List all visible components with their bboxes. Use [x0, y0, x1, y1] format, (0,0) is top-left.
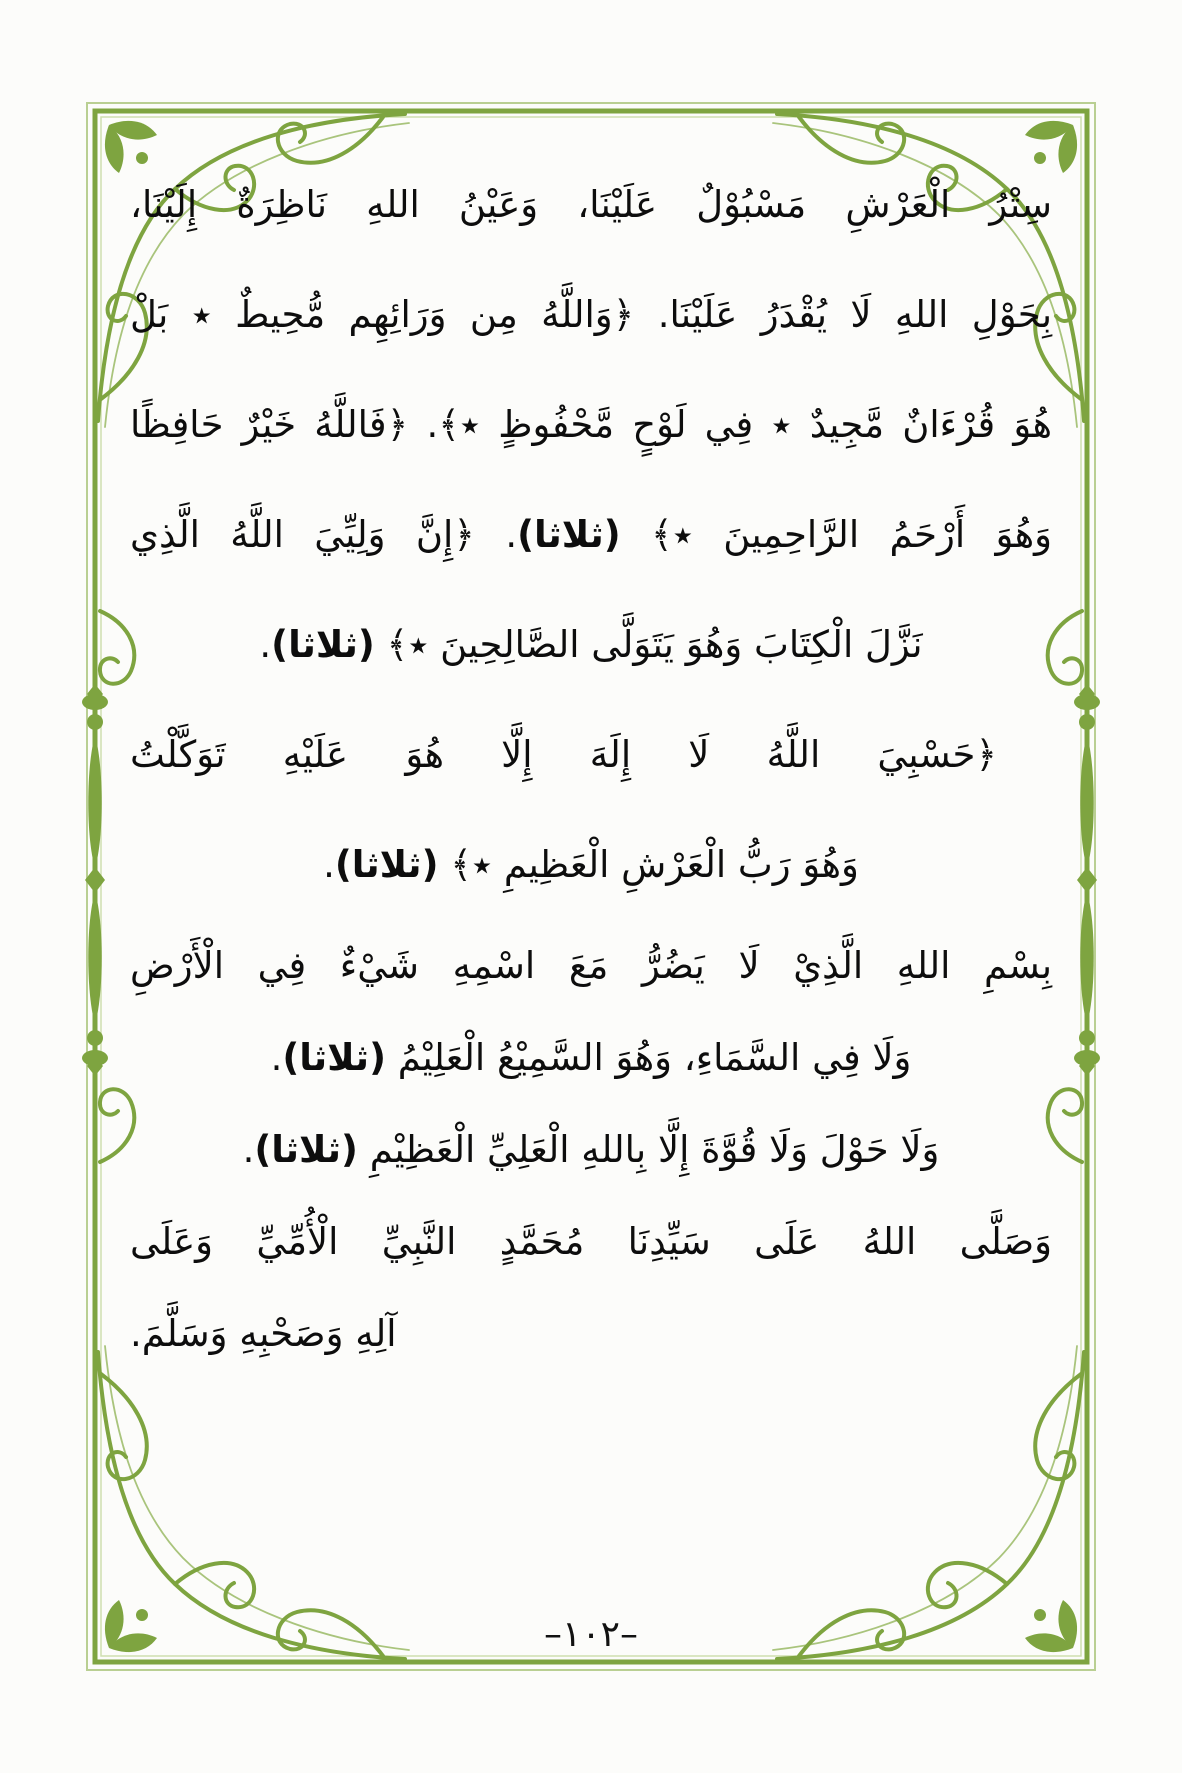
prayer-line-5: [130, 590, 1052, 700]
prayer-line-3: [130, 370, 1052, 480]
text-segment: ﴿حَسْبِيَ اللَّهُ لَا إِلَهَ إِلَّا هُوَ عَلَيْهِ تَوَكَّلْتُ: [130, 733, 997, 776]
text-segment: .: [259, 623, 272, 666]
page-number: –١٠٢–: [543, 1614, 638, 1655]
text-segment: هُوَ قُرْءَانٌ مَّجِيدٌ ٭ فِي لَوْحٍ مَّحْفُوظٍ ٭﴾. ﴿فَاللَّهُ خَيْرٌ حَافِظًا: [130, 403, 1052, 446]
text-segment: .: [242, 1128, 255, 1171]
text-segment: وَلَا حَوْلَ وَلَا قُوَّةَ إِلَّا بِاللهِ الْعَلِيِّ الْعَظِيْمِ: [357, 1128, 940, 1171]
prayer-line-9: [130, 1012, 1052, 1104]
text-segment: وَهُوَ أَرْحَمُ الرَّاحِمِينَ ٭﴾: [620, 513, 1052, 556]
repeat-marker: (ثلاثا): [517, 513, 621, 556]
prayer-line-6: [130, 700, 1052, 810]
text-segment: بِسْمِ اللهِ الَّذِيْ لَا يَضُرُّ مَعَ اسْمِهِ شَيْءٌ فِي الْأَرْضِ: [130, 944, 1052, 987]
text-segment: بِحَوْلِ اللهِ لَا يُقْدَرُ عَلَيْنَا. ﴿وَاللَّهُ مِن وَرَائِهِم مُّحِيطٌ ٭ بَلْ: [130, 293, 1052, 336]
repeat-marker: (ثلاثا): [282, 1036, 386, 1079]
prayer-line-8: [130, 920, 1052, 1012]
prayer-line-7: [130, 810, 1052, 920]
text-segment: .: [323, 843, 335, 886]
text-segment: آلِهِ وَصَحْبِهِ وَسَلَّمَ.: [130, 1312, 397, 1355]
prayer-line-1: [130, 150, 1052, 260]
repeat-marker: (ثلاثا): [271, 623, 375, 666]
text-segment: . ﴿إِنَّ وَلِيِّيَ اللَّهُ الَّذِي: [130, 513, 518, 556]
side-spindle-ornament-right: [1074, 684, 1100, 1076]
text-segment: سِتْرُ الْعَرْشِ مَسْبُوْلٌ عَلَيْنَا، وَعَيْنُ اللهِ نَاظِرَةٌ إِلَيْنَا،: [130, 183, 1052, 226]
prayer-line-11: [130, 1196, 1052, 1288]
text-segment: نَزَّلَ الْكِتَابَ وَهُوَ يَتَوَلَّى الصَّالِحِينَ ٭﴾: [374, 623, 923, 666]
repeat-marker: (ثلاثا): [254, 1128, 358, 1171]
prayer-text-block: [130, 150, 1052, 1380]
text-segment: .: [270, 1036, 283, 1079]
repeat-marker: (ثلاثا): [334, 843, 439, 886]
text-segment: وَهُوَ رَبُّ الْعَرْشِ الْعَظِيمِ ٭﴾: [438, 843, 859, 886]
side-spindle-ornament-left: [82, 684, 108, 1076]
prayer-line-10: [130, 1104, 1052, 1196]
prayer-line-2: [130, 260, 1052, 370]
prayer-line-12: [130, 1288, 1052, 1380]
text-segment: وَصَلَّى اللهُ عَلَى سَيِّدِنَا مُحَمَّدٍ النَّبِيِّ الْأُمِّيِّ وَعَلَى: [130, 1220, 1052, 1263]
text-segment: وَلَا فِي السَّمَاءِ، وَهُوَ السَّمِيْعُ الْعَلِيْمُ: [385, 1036, 912, 1079]
prayer-line-4: [130, 480, 1052, 590]
